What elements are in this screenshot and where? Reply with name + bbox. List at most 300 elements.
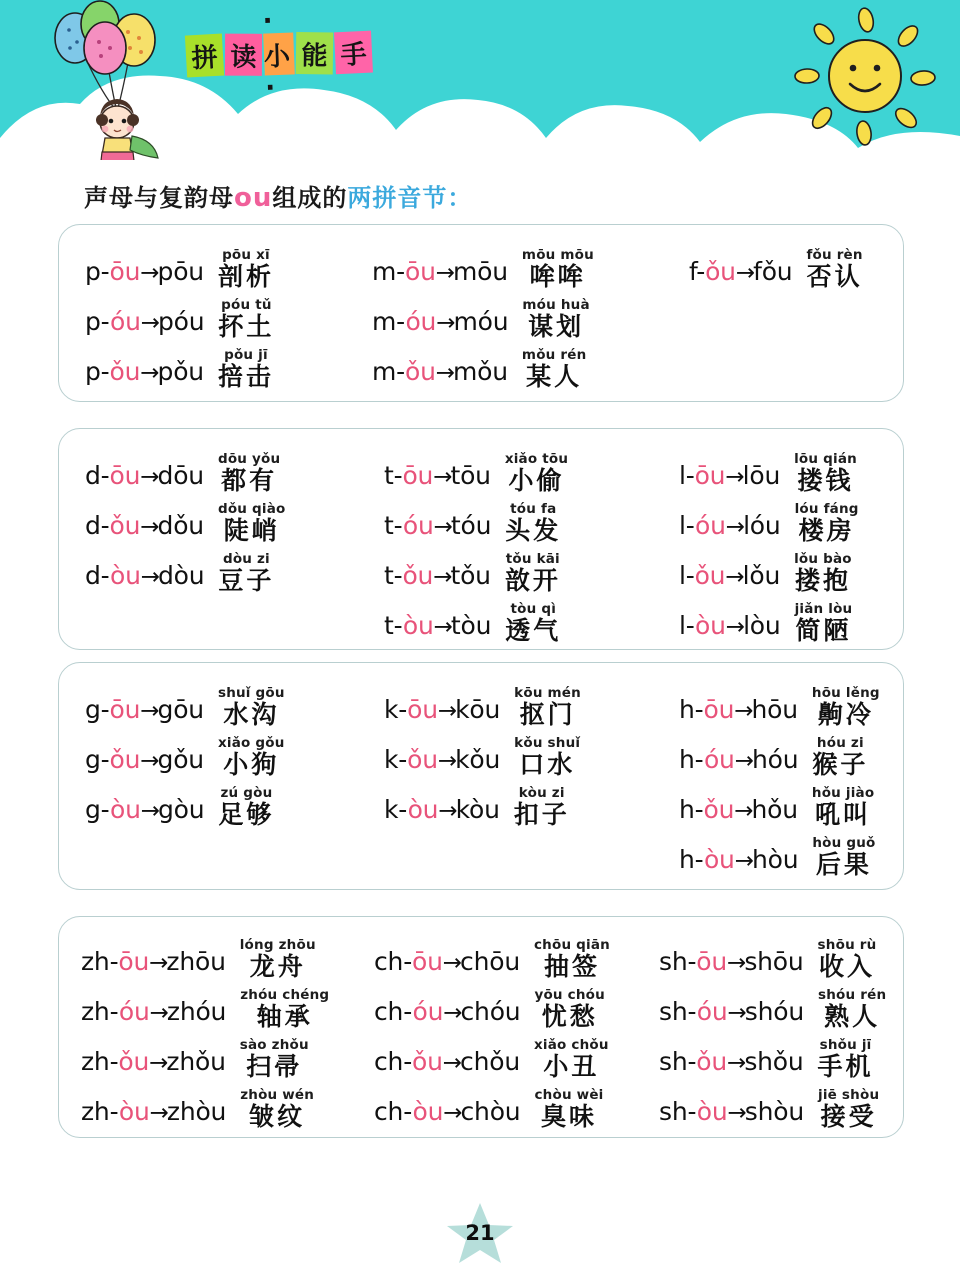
word-hanzi: 接受 xyxy=(820,1102,877,1131)
syllable-column-t xyxy=(384,443,568,643)
formula-initial: h- xyxy=(679,795,704,824)
syllable-column-l xyxy=(679,443,859,643)
page-header xyxy=(0,0,960,160)
formula-final: óu xyxy=(402,511,434,540)
example-word xyxy=(514,734,581,779)
syllable-formula xyxy=(85,259,204,289)
arrow-icon: → xyxy=(443,1100,461,1126)
word-pinyin: mōu mōu xyxy=(521,246,594,263)
arrow-icon: → xyxy=(725,464,743,490)
syllable-formula xyxy=(85,797,204,827)
example-word xyxy=(533,1036,609,1081)
syllable-formula xyxy=(85,463,204,493)
arrow-icon: → xyxy=(436,310,454,336)
example-word xyxy=(218,550,275,595)
example-word xyxy=(240,986,330,1031)
syllable-formula xyxy=(679,513,781,543)
formula-final: òu xyxy=(703,845,735,874)
formula-syllable: pǒu xyxy=(157,357,204,386)
title-tile: 能 xyxy=(296,32,334,75)
word-pinyin: lóng zhōu xyxy=(239,936,316,953)
formula-initial: g- xyxy=(85,795,110,824)
sun-icon xyxy=(786,6,946,151)
syllable-row xyxy=(85,289,274,339)
word-hanzi: 小狗 xyxy=(223,750,280,779)
example-word xyxy=(217,450,281,495)
formula-syllable: lōu xyxy=(742,461,781,490)
word-pinyin: pōu xī xyxy=(222,246,270,263)
syllable-row xyxy=(659,1079,886,1129)
arrow-icon: → xyxy=(437,698,456,724)
formula-initial: p- xyxy=(85,357,110,386)
word-pinyin: póu tǔ xyxy=(221,296,272,313)
arrow-icon: → xyxy=(443,1000,461,1026)
word-hanzi: 敨开 xyxy=(504,566,561,595)
word-pinyin: dōu yǒu xyxy=(217,450,281,467)
formula-syllable: chòu xyxy=(460,1097,521,1126)
arrow-icon: → xyxy=(149,950,167,976)
syllable-formula xyxy=(81,999,226,1029)
arrow-icon: → xyxy=(727,1100,745,1126)
example-word xyxy=(811,684,880,729)
syllable-column-h xyxy=(679,677,880,877)
formula-final: ōu xyxy=(402,461,434,490)
syllable-row xyxy=(81,979,329,1029)
word-hanzi: 简陋 xyxy=(795,616,852,645)
example-word xyxy=(794,500,859,545)
word-pinyin: tòu qì xyxy=(510,600,557,617)
arrow-icon: → xyxy=(725,614,744,640)
arrow-icon: → xyxy=(734,848,752,874)
formula-syllable: gǒu xyxy=(157,745,204,774)
arrow-icon: → xyxy=(438,798,456,824)
arrow-icon: → xyxy=(727,950,745,976)
word-pinyin: shuǐ gōu xyxy=(217,684,285,701)
word-hanzi: 抔土 xyxy=(218,312,275,341)
word-hanzi: 扫帚 xyxy=(246,1052,303,1081)
formula-initial: p- xyxy=(85,257,110,286)
formula-initial: m- xyxy=(372,357,405,386)
formula-syllable: hǒu xyxy=(751,795,798,824)
formula-initial: d- xyxy=(85,511,110,540)
formula-initial: t- xyxy=(384,461,403,490)
word-pinyin: jiē shòu xyxy=(818,1086,880,1103)
word-pinyin: hǒu jiào xyxy=(811,784,875,801)
syllable-row xyxy=(659,929,886,979)
word-pinyin: xiǎo chǒu xyxy=(533,1036,609,1053)
title-tile: 读 xyxy=(225,34,262,76)
syllable-column-k xyxy=(384,677,581,827)
formula-syllable: chōu xyxy=(460,947,520,976)
example-word xyxy=(217,246,274,291)
formula-final: ǒu xyxy=(696,1047,728,1076)
example-word xyxy=(818,1086,880,1131)
formula-final: ōu xyxy=(412,947,443,976)
word-hanzi: 小丑 xyxy=(543,1052,600,1081)
formula-syllable: lòu xyxy=(743,611,781,640)
page-number-badge xyxy=(445,1200,515,1266)
formula-syllable: kōu xyxy=(455,695,501,724)
formula-initial: h- xyxy=(679,845,704,874)
word-hanzi: 哞哞 xyxy=(529,262,586,291)
formula-initial: d- xyxy=(85,561,110,590)
syllable-row xyxy=(384,443,568,493)
syllable-row xyxy=(384,727,581,777)
formula-initial: zh- xyxy=(81,947,119,976)
word-hanzi: 猴子 xyxy=(812,750,869,779)
formula-syllable: dǒu xyxy=(157,511,204,540)
formula-syllable: kǒu xyxy=(455,745,501,774)
syllable-formula xyxy=(374,999,520,1029)
formula-final: ōu xyxy=(703,695,735,724)
example-word xyxy=(522,296,590,341)
word-pinyin: xiǎo tōu xyxy=(504,450,569,467)
formula-final: ǒu xyxy=(412,1047,443,1076)
syllable-row xyxy=(679,677,880,727)
example-word xyxy=(505,600,562,645)
word-pinyin: kòu zi xyxy=(518,784,565,801)
formula-final: óu xyxy=(703,745,735,774)
example-word xyxy=(239,1036,309,1081)
word-hanzi: 水沟 xyxy=(223,700,280,729)
word-hanzi: 某人 xyxy=(526,362,583,391)
formula-final: ōu xyxy=(109,461,141,490)
formula-initial: zh- xyxy=(81,1097,119,1126)
word-pinyin: sào zhǒu xyxy=(239,1036,309,1053)
syllable-formula xyxy=(384,463,491,493)
syllable-row xyxy=(85,777,285,827)
formula-initial: ch- xyxy=(374,1097,413,1126)
formula-initial: zh- xyxy=(81,997,119,1026)
formula-final: òu xyxy=(695,611,726,640)
formula-final: ōu xyxy=(109,257,141,286)
arrow-icon: → xyxy=(149,1050,167,1076)
syllable-column-p xyxy=(85,239,274,389)
formula-syllable: hóu xyxy=(751,745,799,774)
formula-initial: h- xyxy=(679,695,704,724)
formula-initial: t- xyxy=(384,511,403,540)
syllable-row xyxy=(85,239,274,289)
formula-final: ǒu xyxy=(118,1047,150,1076)
arrow-icon: → xyxy=(140,260,158,286)
syllable-formula xyxy=(374,949,520,979)
example-word xyxy=(504,550,561,595)
syllable-row xyxy=(81,1029,329,1079)
syllable-formula xyxy=(659,949,804,979)
syllable-column-f xyxy=(689,239,863,289)
syllable-row xyxy=(679,593,859,643)
syllable-row xyxy=(679,493,859,543)
formula-final: òu xyxy=(118,1097,150,1126)
formula-final: ǒu xyxy=(109,745,141,774)
syllable-row xyxy=(659,1029,886,1079)
example-word xyxy=(794,600,853,645)
formula-initial: sh- xyxy=(659,1097,697,1126)
example-word xyxy=(239,936,316,981)
example-word xyxy=(817,1036,874,1081)
syllable-formula xyxy=(679,613,781,643)
syllable-formula xyxy=(679,563,780,593)
subtitle-part2: 组成的 xyxy=(272,184,348,212)
syllable-formula xyxy=(374,1049,520,1079)
formula-syllable: shōu xyxy=(744,947,804,976)
syllable-row xyxy=(372,339,594,389)
syllable-formula xyxy=(372,309,508,339)
formula-initial: k- xyxy=(384,795,408,824)
arrow-icon: → xyxy=(140,748,158,774)
arrow-icon: → xyxy=(734,798,752,824)
word-hanzi: 吼叫 xyxy=(815,800,872,829)
arrow-icon: → xyxy=(433,464,451,490)
arrow-icon: → xyxy=(149,1100,167,1126)
formula-syllable: hōu xyxy=(751,695,798,724)
arrow-icon: → xyxy=(433,514,451,540)
example-word xyxy=(806,246,863,291)
word-hanzi: 透气 xyxy=(505,616,562,645)
syllable-row xyxy=(85,443,285,493)
formula-final: òu xyxy=(696,1097,728,1126)
formula-final: ōu xyxy=(407,695,438,724)
word-hanzi: 龙舟 xyxy=(249,952,306,981)
formula-syllable: tǒu xyxy=(450,561,491,590)
example-word xyxy=(794,550,852,595)
word-pinyin: shóu rén xyxy=(818,986,887,1003)
formula-final: óu xyxy=(109,307,141,336)
arrow-icon: → xyxy=(140,798,158,824)
formula-final: ǒu xyxy=(402,561,434,590)
formula-final: òu xyxy=(402,611,434,640)
formula-initial: sh- xyxy=(659,997,697,1026)
arrow-icon: → xyxy=(442,1050,461,1076)
formula-syllable: pōu xyxy=(157,257,204,286)
formula-syllable: tóu xyxy=(450,511,492,540)
word-hanzi: 齁冷 xyxy=(817,700,874,729)
syllable-row xyxy=(81,929,329,979)
syllable-row xyxy=(85,339,274,389)
word-hanzi: 足够 xyxy=(218,800,275,829)
word-pinyin: dòu zi xyxy=(222,550,270,567)
formula-syllable: zhòu xyxy=(166,1097,227,1126)
word-hanzi: 豆子 xyxy=(218,566,275,595)
syllable-row xyxy=(374,1029,610,1079)
formula-syllable: dōu xyxy=(157,461,204,490)
arrow-icon: → xyxy=(437,748,456,774)
formula-syllable: shǒu xyxy=(744,1047,804,1076)
formula-syllable: mōu xyxy=(453,257,508,286)
syllable-row xyxy=(85,727,285,777)
word-hanzi: 手机 xyxy=(817,1052,874,1081)
syllable-row xyxy=(374,979,610,1029)
word-hanzi: 收入 xyxy=(818,952,875,981)
word-pinyin: jiǎn lòu xyxy=(794,600,853,617)
example-word xyxy=(534,986,605,1031)
formula-syllable: fǒu xyxy=(753,257,793,286)
word-hanzi: 后果 xyxy=(815,850,872,879)
example-word xyxy=(504,450,569,495)
formula-syllable: shòu xyxy=(744,1097,805,1126)
example-word xyxy=(812,834,876,879)
formula-syllable: hòu xyxy=(751,845,799,874)
example-word xyxy=(217,684,285,729)
formula-syllable: lóu xyxy=(743,511,781,540)
syllable-formula xyxy=(85,309,204,339)
arrow-icon: → xyxy=(435,360,454,386)
word-pinyin: kǒu shuǐ xyxy=(514,734,581,751)
syllable-formula xyxy=(85,359,204,389)
formula-final: ǒu xyxy=(703,795,735,824)
formula-syllable: gòu xyxy=(158,795,205,824)
arrow-icon: → xyxy=(140,564,158,590)
word-pinyin: zhóu chéng xyxy=(240,986,330,1003)
formula-syllable: mǒu xyxy=(453,357,508,386)
subtitle-part3: 两拼音节： xyxy=(347,184,473,212)
syllable-formula xyxy=(384,563,491,593)
word-hanzi: 楼房 xyxy=(798,516,855,545)
syllable-row xyxy=(85,493,285,543)
formula-initial: sh- xyxy=(659,947,697,976)
formula-initial: g- xyxy=(85,745,110,774)
formula-initial: f- xyxy=(689,257,706,286)
formula-initial: ch- xyxy=(374,997,413,1026)
arrow-icon: → xyxy=(433,564,451,590)
example-word xyxy=(794,450,857,495)
formula-final: òu xyxy=(109,795,141,824)
arrow-icon: → xyxy=(433,614,451,640)
syllable-row xyxy=(679,827,880,877)
formula-final: ōu xyxy=(118,947,150,976)
syllable-column-g xyxy=(85,677,285,827)
word-pinyin: móu huà xyxy=(522,296,590,313)
formula-syllable: tòu xyxy=(450,611,492,640)
syllable-card xyxy=(58,428,904,650)
syllable-row xyxy=(384,593,568,643)
formula-syllable: lǒu xyxy=(742,561,781,590)
formula-final: òu xyxy=(109,561,141,590)
syllable-column-zh xyxy=(81,929,329,1129)
arrow-icon: → xyxy=(727,1000,745,1026)
example-word xyxy=(812,734,869,779)
syllable-row xyxy=(384,493,568,543)
formula-final: ǒu xyxy=(705,257,736,286)
word-pinyin: zú gòu xyxy=(220,784,273,801)
arrow-icon: → xyxy=(725,514,744,540)
formula-syllable: chóu xyxy=(460,997,521,1026)
syllable-formula xyxy=(679,847,798,877)
syllable-formula xyxy=(384,697,500,727)
example-word xyxy=(514,684,581,729)
word-pinyin: fǒu rèn xyxy=(806,246,863,263)
formula-initial: k- xyxy=(384,695,408,724)
formula-final: óu xyxy=(412,997,444,1026)
example-word xyxy=(217,500,286,545)
word-hanzi: 扣子 xyxy=(513,800,570,829)
formula-initial: p- xyxy=(85,307,110,336)
arrow-icon: → xyxy=(149,1000,167,1026)
formula-initial: sh- xyxy=(659,1047,697,1076)
syllable-row xyxy=(374,1079,610,1129)
word-pinyin: tǒu kāi xyxy=(505,550,560,567)
formula-final: óu xyxy=(118,997,150,1026)
word-pinyin: tóu fa xyxy=(510,500,557,517)
word-hanzi: 谋划 xyxy=(528,312,585,341)
word-hanzi: 皱纹 xyxy=(249,1102,306,1131)
formula-final: ǒu xyxy=(407,745,438,774)
syllable-formula xyxy=(372,259,508,289)
syllable-formula xyxy=(659,1099,804,1129)
arrow-icon: → xyxy=(734,748,752,774)
formula-final: ǒu xyxy=(109,357,141,386)
formula-initial: zh- xyxy=(81,1047,119,1076)
word-hanzi: 抠门 xyxy=(519,700,576,729)
syllable-card xyxy=(58,916,904,1138)
word-hanzi: 轴承 xyxy=(256,1002,313,1031)
word-pinyin: hōu lěng xyxy=(811,684,880,701)
formula-final: óu xyxy=(405,307,437,336)
formula-final: ōu xyxy=(404,257,436,286)
syllable-formula xyxy=(679,697,798,727)
syllable-formula xyxy=(659,999,804,1029)
syllable-formula xyxy=(374,1099,520,1129)
example-word xyxy=(818,986,887,1031)
syllable-formula xyxy=(85,563,204,593)
formula-syllable: shóu xyxy=(744,997,805,1026)
syllable-formula xyxy=(85,513,204,543)
syllable-formula xyxy=(384,797,500,827)
word-hanzi: 陡峭 xyxy=(223,516,280,545)
syllable-column-m xyxy=(372,239,594,389)
subtitle-highlight-ou: ou xyxy=(234,183,273,213)
syllable-row xyxy=(679,777,880,827)
formula-final: ōu xyxy=(696,947,728,976)
word-pinyin: hòu guǒ xyxy=(812,834,876,851)
formula-syllable: dòu xyxy=(158,561,205,590)
arrow-icon: → xyxy=(727,1050,745,1076)
formula-final: òu xyxy=(412,1097,444,1126)
arrow-icon: → xyxy=(140,310,158,336)
formula-syllable: gōu xyxy=(157,695,204,724)
word-pinyin: chòu wèi xyxy=(534,1086,604,1103)
formula-final: óu xyxy=(696,997,728,1026)
example-word xyxy=(817,936,877,981)
formula-initial: d- xyxy=(85,461,110,490)
arrow-icon: → xyxy=(140,514,158,540)
formula-syllable: chǒu xyxy=(460,1047,520,1076)
word-hanzi: 掊击 xyxy=(217,362,274,391)
word-hanzi: 臭味 xyxy=(540,1102,597,1131)
example-word xyxy=(505,500,562,545)
formula-initial: t- xyxy=(384,561,403,590)
example-word xyxy=(217,734,285,779)
word-pinyin: kōu mén xyxy=(514,684,581,701)
word-pinyin: zhòu wén xyxy=(240,1086,315,1103)
syllable-card xyxy=(58,662,904,890)
page-title xyxy=(186,5,373,104)
word-pinyin: dǒu qiào xyxy=(217,500,286,517)
word-hanzi: 小偷 xyxy=(508,466,565,495)
syllable-formula xyxy=(384,747,500,777)
formula-syllable: zhōu xyxy=(166,947,226,976)
formula-initial: m- xyxy=(372,257,405,286)
example-word xyxy=(811,784,875,829)
formula-initial: l- xyxy=(679,611,696,640)
example-word xyxy=(521,246,594,291)
word-pinyin: lǒu bào xyxy=(794,550,852,567)
page-footer xyxy=(0,1198,960,1268)
section-subtitle xyxy=(84,178,472,213)
word-hanzi: 搂抱 xyxy=(794,566,851,595)
word-hanzi: 否认 xyxy=(806,262,863,291)
page-number: 21 xyxy=(465,1221,495,1245)
